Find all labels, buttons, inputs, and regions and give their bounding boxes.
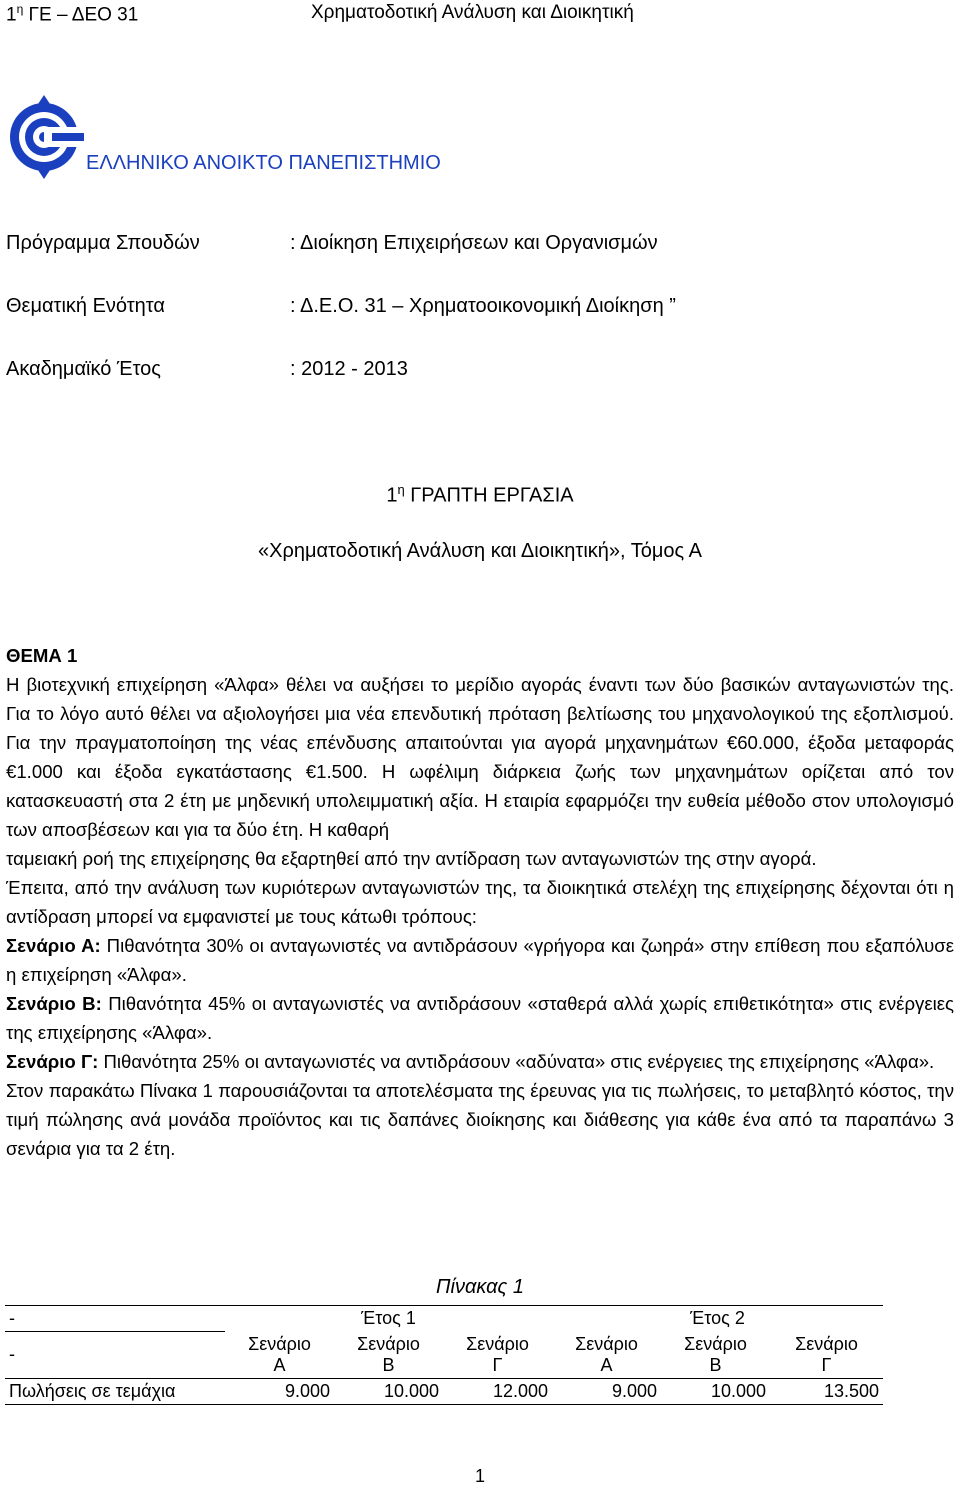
paragraph: Η βιοτεχνική επιχείρηση «Άλφα» θέλει να αυξήσει το μερίδιο αγοράς έναντι των δύο βασικών ανταγωνιστών της. Για το λόγο αυτό θέλει να αξιολογήσει μια νέα επενδυτική πρόταση βελτίωσης του μηχανολογικού της εξοπλισμού. Για την πραγματοποίηση της νέας επένδυσης απαιτούνται για αγορά μηχανημάτων €60.000, έξοδα μεταφοράς €1.000 και έξοδα εγκατάστασης €1.500. Η ωφέλιμη διάρκεια ζωής των μηχανημάτων ορίζεται από τον κατασκευαστή στα 2 έτη με μηδενική υπολειμματική αξία. Η εταιρία εφαρμόζει την ευθεία μέθοδο στον υπολογισμό των αποσβέσεων και για τα δύο έτη. Η καθαρή — [6, 674, 954, 840]
table-row — [5, 1378, 883, 1404]
table-cell: 13.500 — [770, 1378, 883, 1404]
assignment-subtitle: «Χρηματοδοτική Ανάλυση και Διοικητική», Τόμος Α — [258, 540, 702, 562]
header-course: $1^\eta$ ΓΕ – ΔΕΟ 31 — [6, 2, 139, 26]
info-value: : 2012 - 2013 — [290, 358, 408, 380]
table-cell: 12.000 — [443, 1378, 552, 1404]
scenario-a: Σενάριο Α: Πιθανότητα 30% οι ανταγωνιστές να αντιδράσουν «γρήγορα και ζωηρά» στην επίθεση που εξαπόλυσε η επιχείρηση «Άλφα». — [6, 935, 954, 985]
paragraph: Έπειτα, από την ανάλυση των κυριότερων ανταγωνιστών της, τα διοικητικά στελέχη της επιχείρησης δέχονται ότι η αντίδραση μπορεί να εμφανιστεί με τους κάτωθι τρόπους: — [6, 877, 954, 927]
table-header-row — [5, 1332, 883, 1379]
table-header-row — [5, 1306, 883, 1332]
info-label: Θεματική Ενότητα — [6, 295, 165, 317]
table-header-year: Έτος 1 — [225, 1306, 552, 1332]
university-name: ΕΛΛΗΝΙΚΟ ΑΝΟΙΚΤΟ ΠΑΝΕΠΙΣΤΗΜΙΟ — [86, 152, 441, 174]
table-caption: Πίνακας 1 — [436, 1276, 524, 1298]
scenario-c: Σενάριο Γ: Πιθανότητα 25% οι ανταγωνιστές να αντιδράσουν «αδύνατα» στις ενέργειες της επιχείρησης «Άλφα». — [6, 1051, 935, 1072]
table-cell: 9.000 — [225, 1378, 334, 1404]
university-logo-icon — [6, 95, 84, 179]
data-table — [5, 1305, 883, 1405]
paragraph: Στον παρακάτω Πίνακα 1 παρουσιάζονται τα αποτελέσματα της έρευνας για τις πωλήσεις, το μεταβλητό κόστος, την τιμή πώλησης ανά μονάδα προϊόντος και τις δαπάνες διοίκησης και διάθεσης για κάθε ένα από τα παραπάνω 3 σενάρια για τα 2 έτη. — [6, 1080, 954, 1159]
info-value: : Διοίκηση Επιχειρήσεων και Οργανισμών — [290, 232, 658, 254]
table-header-year: Έτος 2 — [552, 1306, 883, 1332]
header-book-title: Χρηματοδοτική Ανάλυση και Διοικητική — [311, 2, 634, 23]
table-cell: - — [5, 1332, 225, 1379]
info-label: Ακαδημαϊκό Έτος — [6, 358, 161, 380]
table-header-scenario: Σενάριο Γ — [443, 1332, 552, 1379]
page-number: 1 — [474, 1466, 485, 1486]
table-header-scenario: Σενάριο Γ — [770, 1332, 883, 1379]
table-cell: - — [5, 1306, 225, 1332]
assignment-body — [6, 641, 954, 1163]
table-cell: 10.000 — [334, 1378, 443, 1404]
running-header — [6, 2, 954, 28]
scenario-b: Σενάριο Β: Πιθανότητα 45% οι ανταγωνιστές να αντιδράσουν «σταθερά αλλά χωρίς επιθετικότητα» στις ενέργειες της επιχείρησης «Άλφα». — [6, 993, 954, 1043]
table-row-label: Πωλήσεις σε τεμάχια — [5, 1378, 225, 1404]
info-label: Πρόγραμμα Σπουδών — [6, 232, 200, 254]
table-header-scenario: Σενάριο Β — [661, 1332, 770, 1379]
table-cell: 9.000 — [552, 1378, 661, 1404]
table-header-scenario: Σενάριο Α — [552, 1332, 661, 1379]
assignment-title: $1^\eta$ ΓΡΑΠΤΗ ΕΡΓΑΣΙΑ — [386, 482, 574, 507]
info-value: : Δ.Ε.Ο. 31 – Χρηματοοικονομική Διοίκηση ” — [290, 295, 676, 317]
table-cell: 10.000 — [661, 1378, 770, 1404]
paragraph: ταμειακή ροή της επιχείρησης θα εξαρτηθεί από την αντίδραση των ανταγωνιστών της στην αγορά. — [6, 848, 817, 869]
table-header-scenario: Σενάριο Β — [334, 1332, 443, 1379]
table-header-scenario: Σενάριο Α — [225, 1332, 334, 1379]
section-heading: ΘΕΜΑ 1 — [6, 645, 78, 666]
